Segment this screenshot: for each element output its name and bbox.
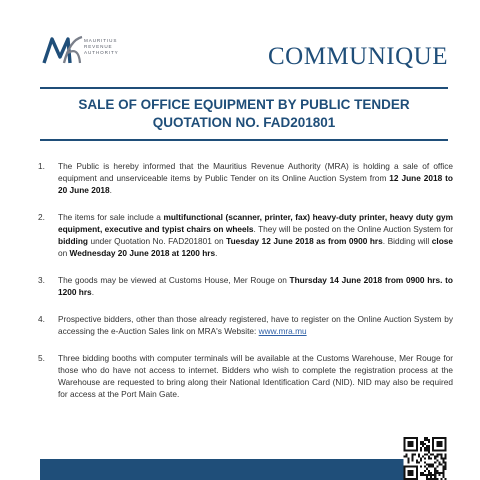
heading-line: QUOTATION NO. FAD201801 <box>152 115 336 130</box>
list-item <box>38 160 453 196</box>
item-text-run: . They will be posted on the Online Auction System for <box>253 224 453 234</box>
website-link[interactable]: www.mra.mu <box>258 326 307 336</box>
item-text <box>58 160 453 196</box>
notice-items <box>38 160 453 415</box>
list-item <box>38 274 453 298</box>
heading-rule-bottom <box>40 139 448 141</box>
mra-logo-mark <box>42 33 84 69</box>
item-text-run: . <box>109 185 112 195</box>
item-emphasis: close <box>431 236 453 246</box>
item-text-run: under Quotation No. FAD201801 on <box>87 236 227 246</box>
list-item <box>38 211 453 259</box>
item-number: 4. <box>38 314 45 324</box>
item-number: 2. <box>38 212 45 222</box>
item-number: 3. <box>38 275 45 285</box>
item-text <box>58 352 453 400</box>
item-text-run: on <box>58 248 70 258</box>
item-emphasis: Tuesday 12 June 2018 as from 0900 hrs <box>226 236 383 246</box>
item-text-run: . <box>215 248 218 258</box>
item-text-run: The goods may be viewed at Customs House, Mer Rouge on <box>58 275 290 285</box>
item-emphasis: multifunctional (scanner, printer, fax) heavy-duty printer, heavy duty gym equipment, executive and typist chairs on wheels <box>58 212 454 234</box>
mra-logo <box>42 33 162 69</box>
item-emphasis: 12 June 2018 to 20 June 2018 <box>58 173 453 195</box>
item-emphasis: bidding <box>58 236 88 246</box>
list-item <box>38 352 453 400</box>
item-text <box>58 211 453 259</box>
item-text-run: . Bidding will <box>382 236 432 246</box>
logo-line: MAURITIUS <box>84 38 118 43</box>
item-number: 5. <box>38 353 45 363</box>
item-text <box>58 274 453 298</box>
item-text-run: The items for sale include a <box>58 212 164 222</box>
notice-heading <box>40 96 448 132</box>
item-text <box>58 313 453 337</box>
item-number: 1. <box>38 161 45 171</box>
footer-bar <box>40 459 440 480</box>
qr-code-icon <box>403 437 447 480</box>
item-text-run: The Public is hereby informed that the Mauritius Revenue Authority (MRA) is holding a sale of office equipment and unserviceable items by Public Tender on its Online Auction System from <box>58 161 453 183</box>
item-emphasis: Thursday 14 June 2018 from 0900 hrs. to 1200 hrs <box>58 275 453 297</box>
item-text-run: Three bidding booths with computer terminals will be available at the Customs Warehouse, Mer Rouge for those who do have not access to internet. Bidders who wish to complete the registration process at the Warehouse are requested to bring along their National Identification Card (NID). NID may also be required for access at the Port Main Gate. <box>58 353 453 399</box>
logo-line: REVENUE <box>84 44 113 49</box>
page-title: COMMUNIQUE <box>268 43 448 70</box>
item-emphasis: Wednesday 20 June 2018 at 1200 hrs <box>69 248 216 258</box>
logo-wordmark <box>84 38 119 56</box>
item-text-run: . <box>91 287 94 297</box>
heading-line: SALE OF OFFICE EQUIPMENT BY PUBLIC TENDER <box>78 97 410 112</box>
list-item <box>38 313 453 337</box>
logo-line: AUTHORITY <box>84 50 119 55</box>
item-text-run: Prospective bidders, other than those already registered, have to register on the Online Auction System by accessing the e-Auction Sales link on MRA's Website: <box>58 314 453 336</box>
heading-rule-top <box>40 87 448 89</box>
